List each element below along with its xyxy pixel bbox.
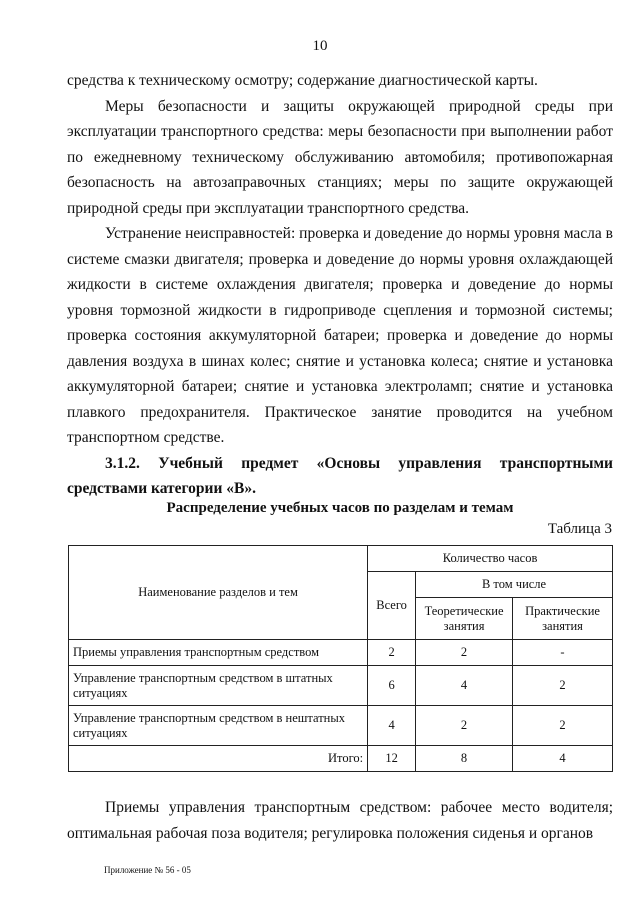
row-total: 6 [368,666,416,706]
body-text [67,795,613,846]
row-practice: - [513,640,613,666]
row-name: Управление транспортным средством в нештатных ситуациях [69,706,368,746]
header-theory: Теоретические занятия [416,598,513,640]
row-practice: 2 [513,666,613,706]
header-hours: Количество часов [368,546,613,572]
total-theory: 8 [416,746,513,772]
row-total: 2 [368,640,416,666]
header-including: В том числе [416,572,613,598]
row-theory: 4 [416,666,513,706]
table-row [69,666,613,706]
paragraph: средства к техническому осмотру; содержание диагностической карты. [67,72,538,89]
row-theory: 2 [416,640,513,666]
table-row [69,706,613,746]
section-heading: 3.1.2. Учебный предмет «Основы управления транспортными средствами категории «В». [67,454,613,497]
paragraph: Устранение неисправностей: проверка и доведение до нормы уровня масла в системе смазки двигателя; проверка и доведение до нормы уровня охлаждающей жидкости в системе охлаждения двигателя; проверка и доведение до нормы уровня тормозной жидкости в гидроприводе сцепления и тормозной системы; проверка состояния аккумуляторной батареи; проверка и доведение до нормы давления воздуха в шинах колес; снятие и установка колеса; снятие и установка аккумуляторной батареи; снятие и установка электроламп; снятие и установка плавкого предохранителя. Практическое занятие проводится на учебном транспортном средстве. [67,225,613,446]
header-name: Наименование разделов и тем [69,546,368,640]
total-total: 12 [368,746,416,772]
page-number: 10 [312,38,328,54]
total-practice: 4 [513,746,613,772]
row-theory: 2 [416,706,513,746]
footer-note: Приложение № 56 - 05 [104,865,191,875]
total-label: Итого: [69,746,368,772]
table-total-row [69,746,613,772]
table-header-row [69,546,613,572]
row-practice: 2 [513,706,613,746]
header-total: Всего [368,572,416,640]
hours-table [68,545,613,772]
table-row [69,640,613,666]
body-text [67,68,613,502]
paragraph: Меры безопасности и защиты окружающей природной среды при эксплуатации транспортного средства: меры безопасности при выполнении работ по ежедневному техническому обслуживанию автомобиля; противопожарная безопасность на автозаправочных станциях; меры по защите окружающей природной среды при эксплуатации транспортного средства. [67,97,613,217]
table-caption: Распределение учебных часов по разделам и темам [166,500,514,516]
paragraph: Приемы управления транспортным средством: рабочее место водителя; оптимальная рабочая поза водителя; регулировка положения сиденья и органов [67,799,613,842]
header-practice: Практические занятия [513,598,613,640]
table-label: Таблица 3 [547,521,612,537]
row-total: 4 [368,706,416,746]
row-name: Приемы управления транспортным средством [69,640,368,666]
row-name: Управление транспортным средством в штатных ситуациях [69,666,368,706]
